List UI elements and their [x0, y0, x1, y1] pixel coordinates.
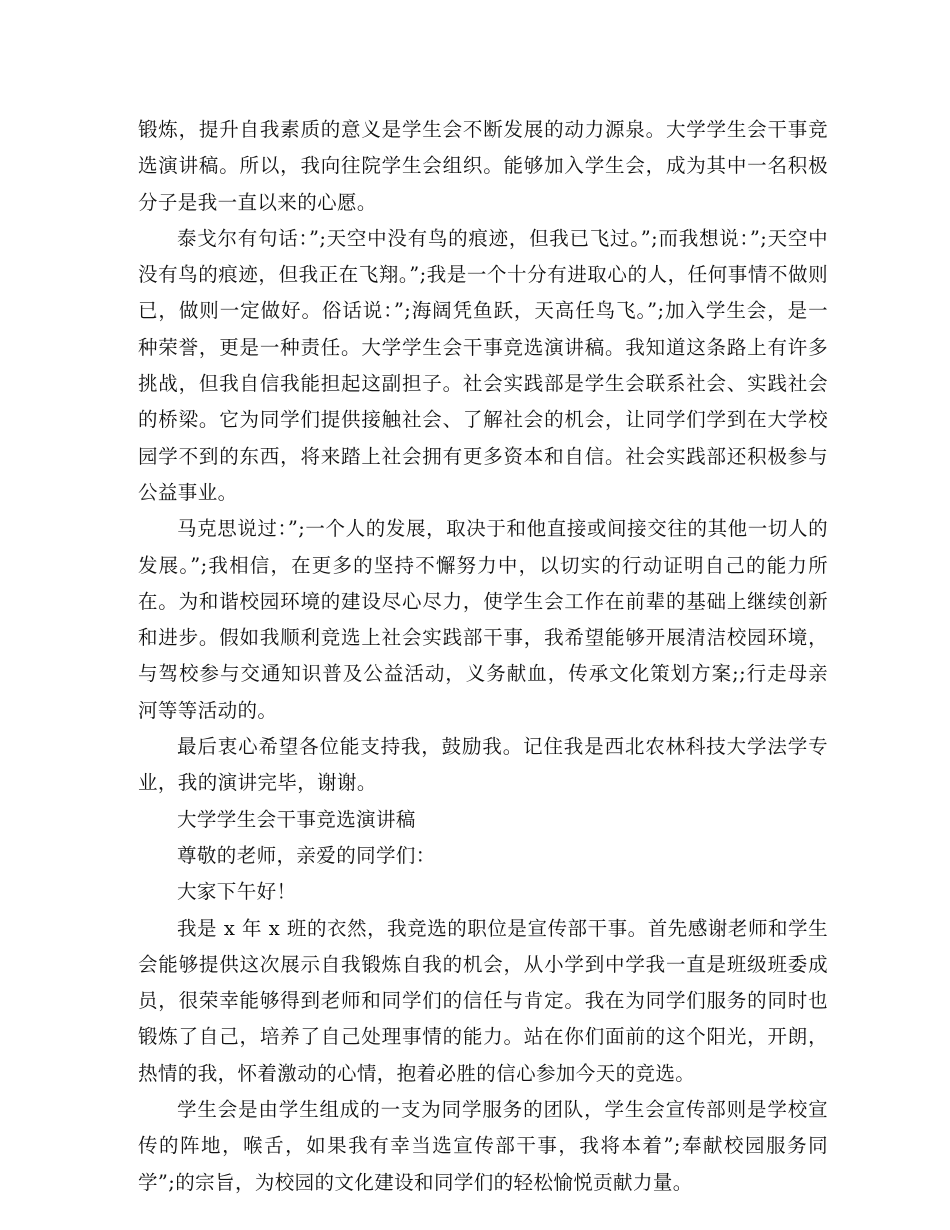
- greeting: 大家下午好！: [177, 880, 297, 904]
- paragraph-2: 泰戈尔有句话：”;天空中没有鸟的痕迹，但我已飞过。”;而我想说：”;天空中没有鸟的痕迹，但我正在飞翔。”;我是一个十分有进取心的人，任何事情不做则已，做则一定做好。俗话说：”;海阔凭鱼跃，天高任鸟飞。”;加入学生会，是一种荣誉，更是一种责任。大学学生会干事竞选演讲稿。我知道这条路上有许多挑战，但我自信我能担起这副担子。社会实践部是学生会联系社会、实践社会的桥梁。它为同学们提供接触社会、了解社会的机会，让同学们学到在大学校园学不到的东西，将来踏上社会拥有更多资本和自信。社会实践部还积极参与公益事业。: [138, 226, 828, 504]
- paragraph-4: 最后衷心希望各位能支持我，鼓励我。记住我是西北农林科技大学法学专业，我的演讲完毕，谢谢。: [138, 735, 828, 795]
- paragraph-9: 学生会是由学生组成的一支为同学服务的团队，学生会宣传部则是学校宣传的阵地，喉舌，如果我有幸当选宣传部干事，我将本着”;奉献校园服务同学”;的宗旨，为校园的文化建设和同学们的轻松愉悦贡献力量。: [138, 1098, 828, 1194]
- paragraph-3: 马克思说过：”;一个人的发展，取决于和他直接或间接交往的其他一切人的发展。”;我相信，在更多的坚持不懈努力中，以切实的行动证明自己的能力所在。为和谐校园环境的建设尽心尽力，使学生会工作在前辈的基础上继续创新和进步。假如我顺利竞选上社会实践部干事，我希望能够开展清洁校园环境，与驾校参与交通知识普及公益活动，义务献血，传承文化策划方案;;行走母亲河等等活动的。: [138, 517, 828, 722]
- paragraph-8: 我是 x 年 x 班的衣然，我竞选的职位是宣传部干事。首先感谢老师和学生会能够提供这次展示自我锻炼自我的机会，从小学到中学我一直是班级班委成员，很荣幸能够得到老师和同学们的信任与肯定。我在为同学们服务的同时也锻炼了自己，培养了自己处理事情的能力。站在你们面前的这个阳光，开朗，热情的我，怀着激动的心情，抱着必胜的信心参加今天的竞选。: [138, 916, 828, 1085]
- speech-title: 大学学生会干事竞选演讲稿: [177, 807, 416, 831]
- document-body: [138, 112, 828, 1201]
- paragraph-1: 锻炼，提升自我素质的意义是学生会不断发展的动力源泉。大学学生会干事竞选演讲稿。所以，我向往院学生会组织。能够加入学生会，成为其中一名积极分子是我一直以来的心愿。: [138, 118, 828, 214]
- salutation: 尊敬的老师，亲爱的同学们：: [177, 843, 436, 867]
